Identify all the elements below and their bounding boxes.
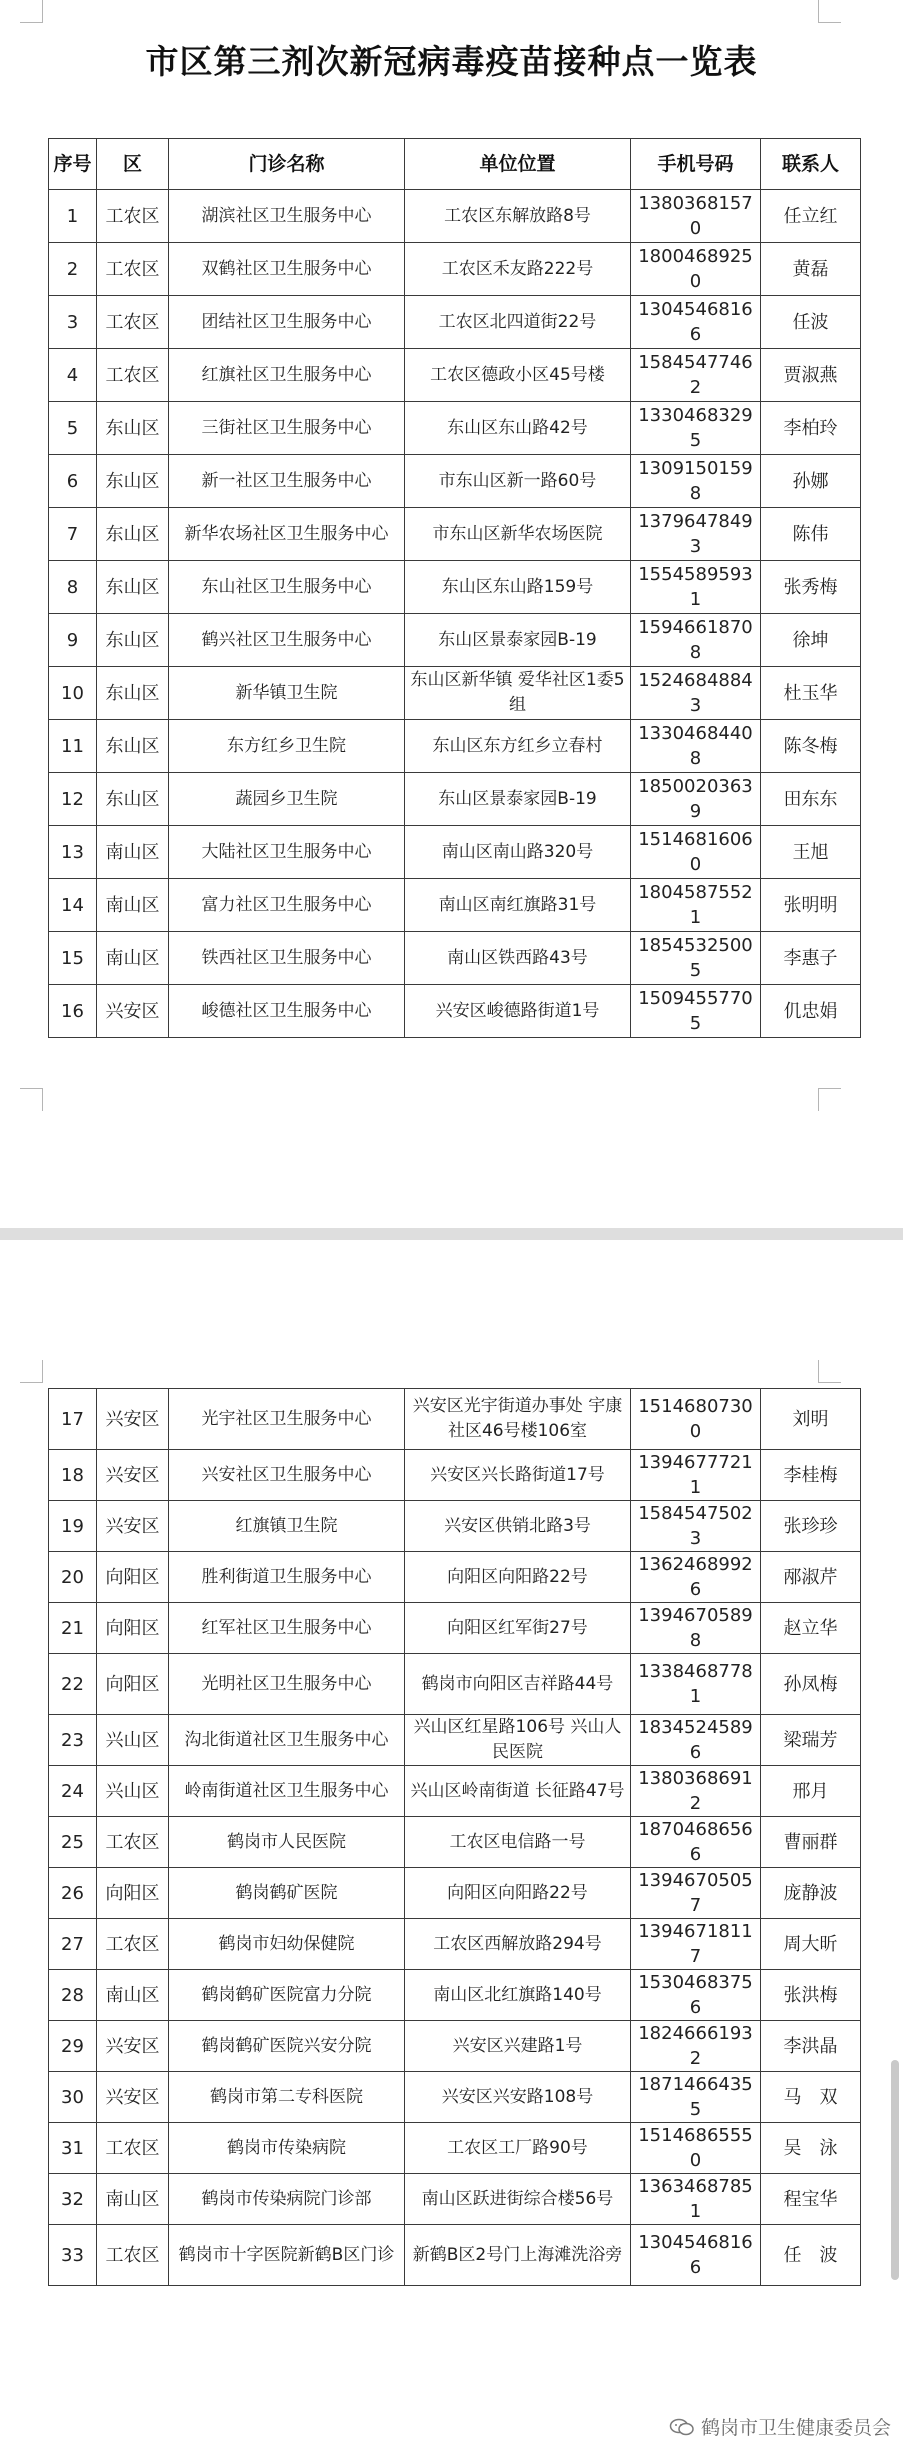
cell-clinic-name: 光宇社区卫生服务中心 (169, 1389, 405, 1450)
cell-district: 工农区 (97, 349, 169, 402)
cell-clinic-name: 团结社区卫生服务中心 (169, 296, 405, 349)
cell-contact: 周大昕 (761, 1919, 861, 1970)
cell-contact: 杜玉华 (761, 667, 861, 720)
scrollbar[interactable] (891, 2060, 899, 2280)
cell-district: 兴山区 (97, 1715, 169, 1766)
cell-contact: 任 波 (761, 2225, 861, 2286)
cell-contact: 任立红 (761, 190, 861, 243)
cell-phone: 13946718117 (631, 1919, 761, 1970)
cell-serial: 33 (49, 2225, 97, 2286)
cell-clinic-name: 铁西社区卫生服务中心 (169, 932, 405, 985)
cell-district: 向阳区 (97, 1654, 169, 1715)
table-row (49, 1817, 861, 1868)
cell-district: 南山区 (97, 2174, 169, 2225)
cell-phone: 13946777211 (631, 1450, 761, 1501)
cell-phone: 15845475023 (631, 1501, 761, 1552)
cell-address: 南山区铁西路43号 (405, 932, 631, 985)
cell-address: 工农区东解放路8号 (405, 190, 631, 243)
cell-serial: 19 (49, 1501, 97, 1552)
cell-address: 兴安区供销北路3号 (405, 1501, 631, 1552)
header-serial: 序号 (49, 139, 97, 190)
cell-clinic-name: 鹤岗市妇幼保健院 (169, 1919, 405, 1970)
vaccination-table-part-2 (48, 1388, 861, 2286)
cell-serial: 24 (49, 1766, 97, 1817)
cell-contact: 曹丽群 (761, 1817, 861, 1868)
cell-clinic-name: 双鹤社区卫生服务中心 (169, 243, 405, 296)
cell-contact: 孙娜 (761, 455, 861, 508)
cell-contact: 王旭 (761, 826, 861, 879)
cell-phone: 13624689926 (631, 1552, 761, 1603)
header-phone: 手机号码 (631, 139, 761, 190)
cell-serial: 29 (49, 2021, 97, 2072)
cell-phone: 15304683756 (631, 1970, 761, 2021)
cell-clinic-name: 三街社区卫生服务中心 (169, 402, 405, 455)
cell-serial: 20 (49, 1552, 97, 1603)
cell-serial: 6 (49, 455, 97, 508)
cell-clinic-name: 沟北街道社区卫生服务中心 (169, 1715, 405, 1766)
page-title: 市区第三剂次新冠病毒疫苗接种点一览表 (145, 42, 758, 81)
table-row (49, 296, 861, 349)
page-corner-mark (20, 0, 43, 23)
cell-address: 兴山区红星路106号 兴山人民医院 (405, 1715, 631, 1766)
cell-phone: 13304683295 (631, 402, 761, 455)
cell-district: 向阳区 (97, 1552, 169, 1603)
cell-phone: 13304684408 (631, 720, 761, 773)
table-row (49, 985, 861, 1038)
cell-address: 工农区德政小区45号楼 (405, 349, 631, 402)
cell-district: 兴安区 (97, 1501, 169, 1552)
cell-contact: 李柏玲 (761, 402, 861, 455)
table-row (49, 349, 861, 402)
table-row (49, 508, 861, 561)
cell-contact: 马 双 (761, 2072, 861, 2123)
cell-phone: 18545325005 (631, 932, 761, 985)
page-separator (0, 1228, 903, 1240)
cell-district: 南山区 (97, 826, 169, 879)
table-row (49, 561, 861, 614)
cell-address: 东山区东山路159号 (405, 561, 631, 614)
cell-phone: 18714664355 (631, 2072, 761, 2123)
cell-phone: 18704686566 (631, 1817, 761, 1868)
cell-address: 兴安区兴安路108号 (405, 2072, 631, 2123)
table-row (49, 2174, 861, 2225)
table-row (49, 614, 861, 667)
cell-contact: 张秀梅 (761, 561, 861, 614)
table-row (49, 455, 861, 508)
cell-district: 东山区 (97, 614, 169, 667)
cell-clinic-name: 峻德社区卫生服务中心 (169, 985, 405, 1038)
cell-contact: 程宝华 (761, 2174, 861, 2225)
cell-district: 南山区 (97, 879, 169, 932)
cell-address: 工农区西解放路294号 (405, 1919, 631, 1970)
cell-phone: 15845477462 (631, 349, 761, 402)
cell-clinic-name: 鹤岗鹤矿医院兴安分院 (169, 2021, 405, 2072)
cell-phone: 15545895931 (631, 561, 761, 614)
cell-district: 东山区 (97, 402, 169, 455)
cell-address: 新鹤B区2号门上海滩洗浴旁 (405, 2225, 631, 2286)
cell-district: 兴安区 (97, 2072, 169, 2123)
cell-clinic-name: 富力社区卫生服务中心 (169, 879, 405, 932)
cell-address: 南山区南山路320号 (405, 826, 631, 879)
cell-serial: 22 (49, 1654, 97, 1715)
header-clinic-name: 门诊名称 (169, 139, 405, 190)
cell-contact: 吴 泳 (761, 2123, 861, 2174)
table-row (49, 2072, 861, 2123)
cell-contact: 仉忠娟 (761, 985, 861, 1038)
table-row (49, 243, 861, 296)
table-row (49, 2123, 861, 2174)
table-row (49, 1868, 861, 1919)
table-row (49, 1450, 861, 1501)
table-row (49, 1766, 861, 1817)
cell-phone: 18004689250 (631, 243, 761, 296)
cell-address: 兴安区兴长路街道17号 (405, 1450, 631, 1501)
table-row (49, 1603, 861, 1654)
cell-phone: 13803681570 (631, 190, 761, 243)
cell-contact: 庞静波 (761, 1868, 861, 1919)
wechat-icon (669, 2418, 695, 2436)
cell-serial: 8 (49, 561, 97, 614)
cell-contact: 孙凤梅 (761, 1654, 861, 1715)
cell-address: 鹤岗市向阳区吉祥路44号 (405, 1654, 631, 1715)
cell-contact: 梁瑞芳 (761, 1715, 861, 1766)
cell-clinic-name: 鹤岗鹤矿医院富力分院 (169, 1970, 405, 2021)
cell-district: 工农区 (97, 296, 169, 349)
cell-serial: 31 (49, 2123, 97, 2174)
header-contact: 联系人 (761, 139, 861, 190)
header-district: 区 (97, 139, 169, 190)
cell-contact: 陈冬梅 (761, 720, 861, 773)
table-row (49, 773, 861, 826)
cell-address: 东山区东方红乡立春村 (405, 720, 631, 773)
table-row (49, 720, 861, 773)
cell-serial: 18 (49, 1450, 97, 1501)
cell-district: 工农区 (97, 190, 169, 243)
cell-contact: 张洪梅 (761, 1970, 861, 2021)
vaccination-table-part-1 (48, 138, 861, 1038)
cell-contact: 李桂梅 (761, 1450, 861, 1501)
cell-serial: 4 (49, 349, 97, 402)
cell-address: 工农区电信路一号 (405, 1817, 631, 1868)
cell-phone: 15146865550 (631, 2123, 761, 2174)
watermark-text: 鹤岗市卫生健康委员会 (700, 2417, 891, 2439)
cell-contact: 田东东 (761, 773, 861, 826)
cell-contact: 赵立华 (761, 1603, 861, 1654)
table-row (49, 1715, 861, 1766)
cell-district: 工农区 (97, 2123, 169, 2174)
cell-clinic-name: 光明社区卫生服务中心 (169, 1654, 405, 1715)
table-row (49, 1552, 861, 1603)
cell-serial: 14 (49, 879, 97, 932)
cell-serial: 11 (49, 720, 97, 773)
cell-phone: 13634687851 (631, 2174, 761, 2225)
cell-clinic-name: 胜利街道卫生服务中心 (169, 1552, 405, 1603)
cell-clinic-name: 湖滨社区卫生服务中心 (169, 190, 405, 243)
cell-district: 工农区 (97, 1817, 169, 1868)
cell-serial: 25 (49, 1817, 97, 1868)
cell-phone: 18045875521 (631, 879, 761, 932)
cell-phone: 18500203639 (631, 773, 761, 826)
cell-clinic-name: 鹤兴社区卫生服务中心 (169, 614, 405, 667)
cell-clinic-name: 鹤岗市传染病院门诊部 (169, 2174, 405, 2225)
cell-district: 工农区 (97, 1919, 169, 1970)
cell-phone: 13803686912 (631, 1766, 761, 1817)
cell-phone: 15246848843 (631, 667, 761, 720)
cell-contact: 张珍珍 (761, 1501, 861, 1552)
cell-phone: 13796478493 (631, 508, 761, 561)
cell-clinic-name: 鹤岗市人民医院 (169, 1817, 405, 1868)
cell-contact: 任波 (761, 296, 861, 349)
cell-address: 市东山区新一路60号 (405, 455, 631, 508)
table-row (49, 190, 861, 243)
cell-address: 东山区景泰家园B-19 (405, 614, 631, 667)
cell-phone: 13946705057 (631, 1868, 761, 1919)
cell-phone: 18246661932 (631, 2021, 761, 2072)
cell-serial: 5 (49, 402, 97, 455)
cell-district: 工农区 (97, 243, 169, 296)
watermark (669, 2413, 891, 2440)
cell-clinic-name: 新一社区卫生服务中心 (169, 455, 405, 508)
table-row (49, 2021, 861, 2072)
cell-clinic-name: 红军社区卫生服务中心 (169, 1603, 405, 1654)
cell-district: 南山区 (97, 932, 169, 985)
cell-district: 兴山区 (97, 1766, 169, 1817)
cell-contact: 陈伟 (761, 508, 861, 561)
cell-district: 工农区 (97, 2225, 169, 2286)
cell-address: 东山区新华镇 爱华社区1委5组 (405, 667, 631, 720)
table-row (49, 932, 861, 985)
cell-phone: 13045468166 (631, 296, 761, 349)
cell-clinic-name: 大陆社区卫生服务中心 (169, 826, 405, 879)
table-row (49, 2225, 861, 2286)
cell-district: 兴安区 (97, 1450, 169, 1501)
table-row (49, 826, 861, 879)
cell-contact: 李惠子 (761, 932, 861, 985)
cell-contact: 张明明 (761, 879, 861, 932)
header-address: 单位位置 (405, 139, 631, 190)
cell-address: 兴安区光宇街道办事处 宇康社区46号楼106室 (405, 1389, 631, 1450)
cell-district: 南山区 (97, 1970, 169, 2021)
cell-district: 东山区 (97, 508, 169, 561)
cell-clinic-name: 新华农场社区卫生服务中心 (169, 508, 405, 561)
cell-clinic-name: 兴安社区卫生服务中心 (169, 1450, 405, 1501)
cell-address: 工农区北四道街22号 (405, 296, 631, 349)
cell-contact: 贾淑燕 (761, 349, 861, 402)
cell-serial: 2 (49, 243, 97, 296)
cell-address: 南山区南红旗路31号 (405, 879, 631, 932)
cell-serial: 16 (49, 985, 97, 1038)
cell-clinic-name: 鹤岗市传染病院 (169, 2123, 405, 2174)
cell-address: 向阳区向阳路22号 (405, 1868, 631, 1919)
cell-contact: 徐坤 (761, 614, 861, 667)
cell-serial: 21 (49, 1603, 97, 1654)
page-corner-mark (818, 0, 841, 23)
table-row (49, 1919, 861, 1970)
cell-address: 工农区禾友路222号 (405, 243, 631, 296)
table-row (49, 1654, 861, 1715)
table-row (49, 879, 861, 932)
cell-serial: 23 (49, 1715, 97, 1766)
page-corner-mark (20, 1088, 43, 1111)
cell-district: 东山区 (97, 667, 169, 720)
cell-phone: 15946618708 (631, 614, 761, 667)
cell-phone: 13091501598 (631, 455, 761, 508)
cell-district: 兴安区 (97, 2021, 169, 2072)
cell-clinic-name: 红旗镇卫生院 (169, 1501, 405, 1552)
cell-serial: 26 (49, 1868, 97, 1919)
cell-phone: 15146807300 (631, 1389, 761, 1450)
cell-address: 向阳区红军街27号 (405, 1603, 631, 1654)
cell-clinic-name: 鹤岗鹤矿医院 (169, 1868, 405, 1919)
cell-clinic-name: 新华镇卫生院 (169, 667, 405, 720)
cell-serial: 28 (49, 1970, 97, 2021)
cell-contact: 刘明 (761, 1389, 861, 1450)
cell-address: 兴安区兴建路1号 (405, 2021, 631, 2072)
cell-phone: 13946705898 (631, 1603, 761, 1654)
cell-contact: 李洪晶 (761, 2021, 861, 2072)
cell-address: 东山区景泰家园B-19 (405, 773, 631, 826)
cell-address: 市东山区新华农场医院 (405, 508, 631, 561)
cell-address: 兴安区峻德路街道1号 (405, 985, 631, 1038)
cell-address: 工农区工厂路90号 (405, 2123, 631, 2174)
cell-address: 南山区北红旗路140号 (405, 1970, 631, 2021)
cell-district: 东山区 (97, 720, 169, 773)
cell-contact: 邴淑芹 (761, 1552, 861, 1603)
cell-clinic-name: 蔬园乡卫生院 (169, 773, 405, 826)
cell-clinic-name: 东方红乡卫生院 (169, 720, 405, 773)
cell-phone: 18345245896 (631, 1715, 761, 1766)
cell-serial: 32 (49, 2174, 97, 2225)
cell-serial: 27 (49, 1919, 97, 1970)
page-corner-mark (818, 1088, 841, 1111)
cell-district: 东山区 (97, 455, 169, 508)
document-page-2 (0, 1240, 903, 2452)
cell-phone: 13045468166 (631, 2225, 761, 2286)
table-row (49, 402, 861, 455)
cell-phone: 15094557705 (631, 985, 761, 1038)
page-corner-mark (20, 1360, 43, 1383)
cell-contact: 邢月 (761, 1766, 861, 1817)
cell-address: 向阳区向阳路22号 (405, 1552, 631, 1603)
cell-serial: 3 (49, 296, 97, 349)
cell-serial: 7 (49, 508, 97, 561)
cell-district: 兴安区 (97, 1389, 169, 1450)
cell-clinic-name: 鹤岗市第二专科医院 (169, 2072, 405, 2123)
cell-clinic-name: 岭南街道社区卫生服务中心 (169, 1766, 405, 1817)
cell-clinic-name: 红旗社区卫生服务中心 (169, 349, 405, 402)
cell-serial: 30 (49, 2072, 97, 2123)
cell-district: 东山区 (97, 773, 169, 826)
cell-address: 南山区跃进街综合楼56号 (405, 2174, 631, 2225)
cell-district: 向阳区 (97, 1868, 169, 1919)
cell-serial: 9 (49, 614, 97, 667)
cell-district: 向阳区 (97, 1603, 169, 1654)
table-row (49, 1389, 861, 1450)
cell-serial: 13 (49, 826, 97, 879)
cell-district: 兴安区 (97, 985, 169, 1038)
cell-contact: 黄磊 (761, 243, 861, 296)
page-corner-mark (818, 1360, 841, 1383)
table-row (49, 667, 861, 720)
table-row (49, 1970, 861, 2021)
cell-serial: 1 (49, 190, 97, 243)
cell-serial: 15 (49, 932, 97, 985)
cell-address: 东山区东山路42号 (405, 402, 631, 455)
cell-serial: 10 (49, 667, 97, 720)
cell-clinic-name: 东山社区卫生服务中心 (169, 561, 405, 614)
cell-address: 兴山区岭南街道 长征路47号 (405, 1766, 631, 1817)
cell-district: 东山区 (97, 561, 169, 614)
cell-clinic-name: 鹤岗市十字医院新鹤B区门诊 (169, 2225, 405, 2286)
cell-serial: 17 (49, 1389, 97, 1450)
table-header-row (49, 139, 861, 190)
cell-phone: 15146816060 (631, 826, 761, 879)
cell-serial: 12 (49, 773, 97, 826)
cell-phone: 13384687781 (631, 1654, 761, 1715)
table-row (49, 1501, 861, 1552)
